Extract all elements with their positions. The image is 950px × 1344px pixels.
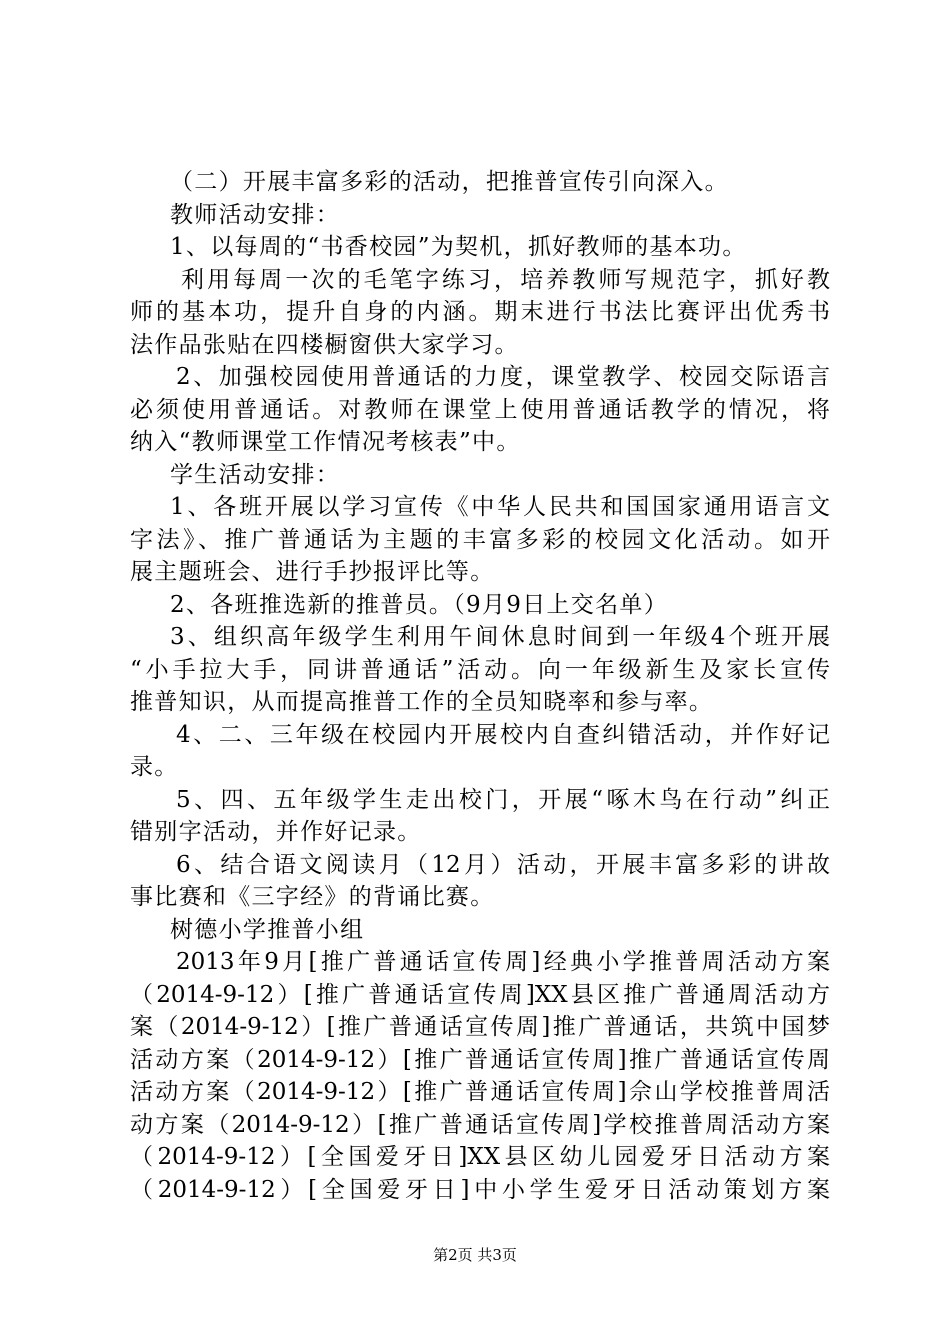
text-line: 事比赛和《三字经》的背诵比赛。 (130, 884, 495, 910)
text-line: 师的基本功，提升自身的内涵。期末进行书法比赛评出优秀书 (130, 299, 830, 325)
text-line: 利用每周一次的毛笔字练习，培养教师写规范字，抓好教 (181, 266, 830, 293)
text-line: （二）开展丰富多彩的活动，把推普宣传引向深入。 (170, 169, 729, 195)
text-line: 2、加强校园使用普通话的力度，课堂教学、校园交际语言 (176, 364, 830, 390)
text-line: 1、以每周的“书香校园”为契机，抓好教师的基本功。 (170, 234, 747, 260)
text-line: 教师活动安排： (170, 201, 341, 228)
text-line: 4、二、三年级在校园内开展校内自查纠错活动，并作好记 (176, 721, 830, 748)
text-line: 2、各班推选新的推普员。（9月9日上交名单） (170, 591, 668, 618)
text-line: 2013年9月[推广普通话宣传周]经典小学推普周活动方案 (176, 949, 830, 975)
text-line: 展主题班会、进行手抄报评比等。 (130, 559, 495, 585)
text-line: 学生活动安排： (170, 461, 341, 488)
text-line: 字法》、推广普通话为主题的丰富多彩的校园文化活动。如开 (130, 526, 830, 553)
text-line: 3、组织高年级学生利用午间休息时间到一年级4个班开展 (170, 624, 830, 650)
text-line: 录。 (130, 754, 179, 780)
text-line: “小手拉大手，同讲普通话”活动。向一年级新生及家长宣传 (130, 656, 830, 683)
text-line: 错别字活动，并作好记录。 (130, 819, 422, 845)
text-line: 必须使用普通话。对教师在课堂上使用普通话教学的情况，将 (130, 396, 830, 423)
text-line: 纳入“教师课堂工作情况考核表”中。 (130, 429, 521, 455)
text-line: （2014-9-12）[全国爱牙日]XX县区幼儿园爱牙日活动方案 (130, 1144, 830, 1170)
text-line: 树德小学推普小组 (170, 916, 365, 943)
text-line: 动方案（2014-9-12）[推广普通话宣传周]学校推普周活动方案 (130, 1111, 830, 1138)
document-body (130, 166, 830, 1206)
text-line: 6、结合语文阅读月（12月）活动，开展丰富多彩的讲故 (176, 851, 830, 878)
text-line: 推普知识，从而提高推普工作的全员知晓率和参与率。 (130, 689, 714, 715)
text-line: 活动方案（2014-9-12）[推广普通话宣传周]佘山学校推普周活 (130, 1079, 830, 1105)
text-line: 5、四、五年级学生走出校门，开展“啄木鸟在行动”纠正 (176, 786, 830, 813)
text-line: 1、各班开展以学习宣传《中华人民共和国国家通用语言文 (170, 494, 830, 520)
text-line: （2014-9-12）[全国爱牙日]中小学生爱牙日活动策划方案 (130, 1176, 830, 1203)
text-line: 法作品张贴在四楼橱窗供大家学习。 (130, 331, 519, 358)
text-line: 活动方案（2014-9-12）[推广普通话宣传周]推广普通话宣传周 (130, 1046, 830, 1073)
text-line: （2014-9-12）[推广普通话宣传周]XX县区推广普通周活动方 (130, 981, 830, 1008)
text-line: 案（2014-9-12）[推广普通话宣传周]推广普通话，共筑中国梦 (130, 1014, 830, 1040)
page-footer: 第2页 共3页 (433, 1246, 517, 1264)
